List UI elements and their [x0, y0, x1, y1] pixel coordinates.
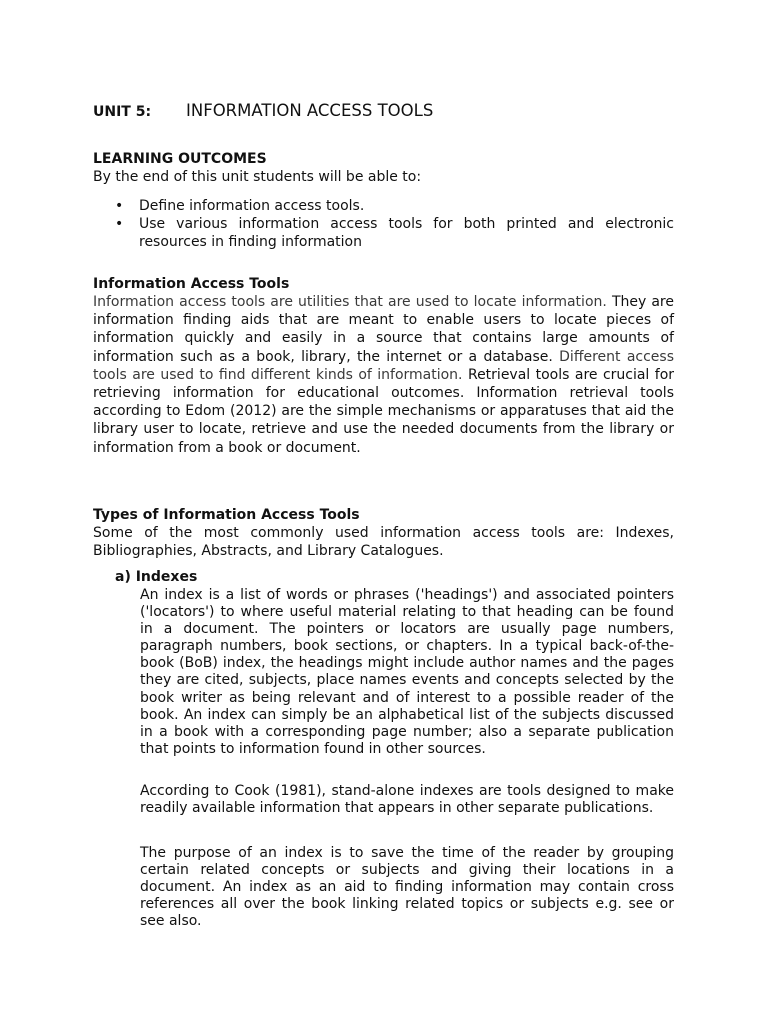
- list-item-text: Define information access tools.: [139, 198, 365, 214]
- bullet-icon: •: [115, 216, 124, 232]
- indexes-paragraph-3: The purpose of an index is to save the time of the reader by grouping certain related concepts or subjects and giving their locations in a document. An index as an aid to finding information may contain cross references all over the book linking related topics or subjects e.g. see or see also.: [140, 845, 674, 930]
- access-tools-sentence: Retrieval tools are crucial for retrieving information for educational outcomes. Information retrieval tools according to Edom (2012) are the simple mechanisms or apparatuses that aid the library user to locate, retrieve and use the needed documents from the library or information from a book or document.: [93, 366, 675, 456]
- access-tools-sentence: Different access tools are used to find different kinds of information.: [93, 348, 675, 383]
- unit-label: UNIT 5:: [93, 104, 152, 120]
- learning-outcomes-intro: By the end of this unit students will be able to:: [93, 169, 422, 185]
- list-item: [93, 215, 674, 251]
- access-tools-sentence: They are information finding aids that are meant to enable users to locate pieces of information quickly and easily in a source that contains large amounts of information such as a book, library, the internet or a database.: [93, 294, 674, 365]
- document-page: [93, 0, 674, 1024]
- types-heading: Types of Information Access Tools: [93, 507, 360, 523]
- access-tools-heading: Information Access Tools: [93, 276, 290, 292]
- list-item-text: Use various information access tools for both printed and electronic resources in finding information: [139, 216, 674, 250]
- indexes-paragraph-1: An index is a list of words or phrases ('headings') and associated pointers ('locators') to where useful material relating to that heading can be found in a document. The pointers or locators are usually page numbers, paragraph numbers, book sections, or chapters. In a typical back-of-the-book (BoB) index, the headings might include author names and the pages they are cited, subjects, place names events and concepts selected by the book writer as being relevant and of interest to a possible reader of the book. An index can simply be an alphabetical list of the subjects discussed in a book with a corresponding page number; also a separate publication that points to information found in other sources.: [140, 587, 674, 757]
- unit-title: INFORMATION ACCESS TOOLS: [186, 101, 434, 120]
- access-tools-paragraph: [93, 293, 674, 457]
- access-tools-sentence: Information access tools are utilities that are used to locate information.: [93, 294, 607, 310]
- indexes-heading: a) Indexes: [115, 569, 198, 585]
- list-item: [93, 197, 674, 215]
- indexes-paragraph-2: According to Cook (1981), stand-alone indexes are tools designed to make readily available information that appears in other separate publications.: [140, 783, 674, 817]
- learning-outcomes-list: [93, 197, 674, 251]
- learning-outcomes-heading: LEARNING OUTCOMES: [93, 151, 267, 167]
- types-intro: Some of the most commonly used information access tools are: Indexes, Bibliographies, Abstracts, and Library Catalogues.: [93, 525, 674, 560]
- bullet-icon: •: [115, 198, 124, 214]
- unit-heading: [93, 101, 433, 123]
